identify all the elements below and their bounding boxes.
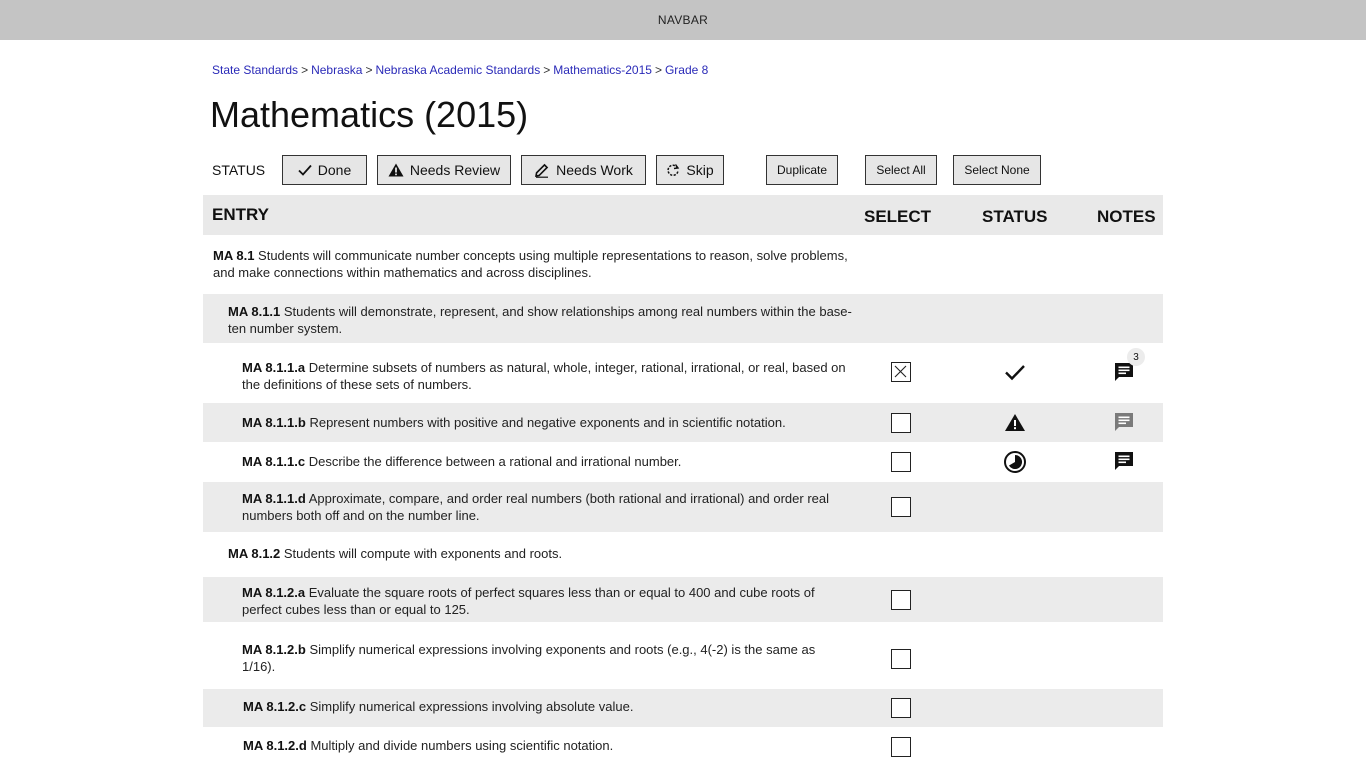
select-checkbox[interactable] <box>891 649 911 669</box>
needs-review-button-label: Needs Review <box>409 162 501 178</box>
table-header <box>203 195 1163 235</box>
entry-code: MA 8.1.2.d <box>243 738 307 753</box>
table-row <box>203 622 1163 689</box>
entry-code: MA 8.1.1 <box>228 304 281 319</box>
breadcrumb-separator: > <box>543 63 551 77</box>
breadcrumb-grade-8[interactable]: Grade 8 <box>664 63 709 77</box>
needs-review-button[interactable] <box>377 155 511 185</box>
comment-icon[interactable] <box>1113 411 1135 433</box>
table-row <box>203 532 1163 577</box>
entry-code: MA 8.1.1.c <box>242 454 306 469</box>
select-column-header: SELECT <box>864 207 932 226</box>
entry-description: Students will communicate number concepts using multiple representations to reason, solve problems, and make connections within mathematics and across disciplines. <box>213 248 848 280</box>
select-checkbox[interactable] <box>891 737 911 757</box>
entry-text <box>228 545 853 562</box>
entry-code: MA 8.1.2.a <box>242 585 306 600</box>
checkmark-icon <box>1003 360 1027 384</box>
notes-column-header: NOTES <box>1097 207 1156 226</box>
entry-description: Determine subsets of numbers as natural, whole, integer, rational, irrational, or real, based on the definitions of these sets of numbers. <box>242 360 846 392</box>
entry-text <box>243 698 853 715</box>
entry-text <box>242 453 852 470</box>
entry-text <box>242 490 852 524</box>
breadcrumb-separator: > <box>365 63 373 77</box>
entry-description: Multiply and divide numbers using scientific notation. <box>310 738 614 753</box>
breadcrumb-separator: > <box>654 63 662 77</box>
entry-code: MA 8.1.1.d <box>242 491 306 506</box>
entry-text <box>213 247 853 281</box>
entry-description: Evaluate the square roots of perfect squares less than or equal to 400 and cube roots of perfect cubes less than or equal to 125. <box>242 585 815 617</box>
entry-code: MA 8.1.2.c <box>243 699 307 714</box>
breadcrumb-mathematics-2015[interactable]: Mathematics-2015 <box>553 63 652 77</box>
table-row <box>203 343 1163 403</box>
warning-icon <box>388 163 404 177</box>
breadcrumb-nebraska[interactable]: Nebraska <box>311 63 363 77</box>
table-row <box>203 577 1163 622</box>
comment-icon[interactable] <box>1113 450 1135 472</box>
entry-description: Simplify numerical expressions involving exponents and roots (e.g., 4(-2) is the same as 1/16). <box>242 642 816 674</box>
breadcrumb-separator: > <box>301 63 309 77</box>
skip-button-label: Skip <box>686 162 714 178</box>
select-all-button[interactable]: Select All <box>865 155 937 185</box>
entry-code: MA 8.1.1.b <box>242 415 306 430</box>
table-row <box>203 235 1163 294</box>
status-column-header: STATUS <box>982 207 1048 226</box>
entry-description: Describe the difference between a rational and irrational number. <box>308 454 682 469</box>
entry-text <box>242 584 852 618</box>
select-checkbox[interactable] <box>891 590 911 610</box>
pencil-icon <box>534 162 550 178</box>
navbar-label: NAVBAR <box>657 13 709 27</box>
duplicate-button[interactable]: Duplicate <box>766 155 838 185</box>
breadcrumb-state-standards[interactable]: State Standards <box>212 63 299 77</box>
entry-code: MA 8.1.2 <box>228 546 281 561</box>
table-row <box>203 727 1163 767</box>
skip-button[interactable] <box>656 155 724 185</box>
table-row <box>203 689 1163 727</box>
select-checkbox[interactable] <box>891 698 911 718</box>
table-row <box>203 294 1163 343</box>
needs-work-button-label: Needs Work <box>556 162 633 178</box>
standards-table <box>203 195 1163 767</box>
entry-description: Students will compute with exponents and roots. <box>283 546 563 561</box>
warning-icon <box>1003 411 1027 435</box>
notes-count-badge: 3 <box>1127 348 1145 366</box>
entry-description: Represent numbers with positive and negative exponents and in scientific notation. <box>309 415 786 430</box>
select-checkbox[interactable] <box>891 362 911 382</box>
navbar <box>0 0 1366 40</box>
entry-text <box>242 359 852 393</box>
table-row <box>203 482 1163 532</box>
entry-text <box>242 414 852 431</box>
entry-text <box>242 641 852 675</box>
done-button-label: Done <box>317 162 352 178</box>
entry-code: MA 8.1.1.a <box>242 360 306 375</box>
table-row <box>203 403 1163 442</box>
entry-text <box>228 303 853 337</box>
breadcrumb <box>212 63 708 77</box>
entry-code: MA 8.1.2.b <box>242 642 306 657</box>
skip-icon <box>666 163 680 177</box>
status-label: STATUS <box>212 162 266 178</box>
entry-description: Students will demonstrate, represent, and show relationships among real numbers within the base-ten number system. <box>228 304 852 336</box>
table-row <box>203 442 1163 482</box>
select-checkbox[interactable] <box>891 413 911 433</box>
in-progress-icon <box>1003 450 1027 474</box>
entry-code: MA 8.1 <box>213 248 255 263</box>
entry-description: Simplify numerical expressions involving absolute value. <box>309 699 634 714</box>
entry-text <box>243 737 853 754</box>
status-toolbar <box>212 155 1112 185</box>
select-checkbox[interactable] <box>891 452 911 472</box>
page-title: Mathematics (2015) <box>210 94 529 135</box>
select-checkbox[interactable] <box>891 497 911 517</box>
entry-column-header: ENTRY <box>212 205 269 224</box>
breadcrumb-nebraska-academic-standards[interactable]: Nebraska Academic Standards <box>375 63 541 77</box>
checkmark-icon <box>298 164 312 176</box>
entry-description: Approximate, compare, and order real numbers (both rational and irrational) and order real numbers both off and on the number line. <box>242 491 830 523</box>
needs-work-button[interactable] <box>521 155 646 185</box>
select-none-button[interactable]: Select None <box>953 155 1041 185</box>
done-button[interactable] <box>282 155 367 185</box>
